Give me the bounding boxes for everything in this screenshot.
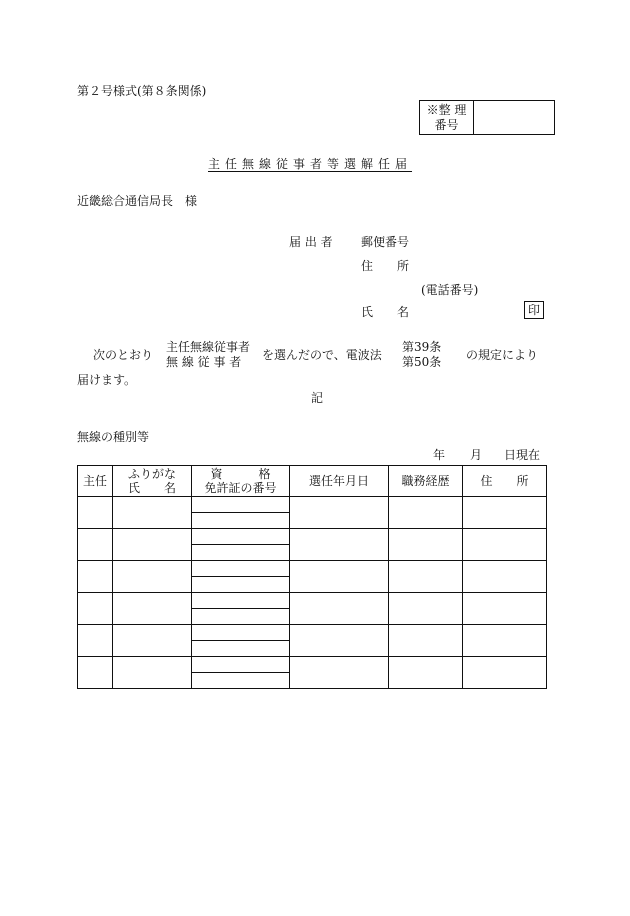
- qualification-cell[interactable]: [192, 497, 290, 513]
- name-cell[interactable]: [113, 561, 192, 593]
- address-cell[interactable]: [463, 561, 547, 593]
- operator-table: [77, 465, 547, 689]
- option-operator: 無 線 従 事 者: [166, 355, 242, 369]
- name-cell[interactable]: [113, 497, 192, 529]
- reference-number-field[interactable]: [474, 101, 554, 134]
- article-39: 第39条: [402, 340, 442, 354]
- option-chief-operator: 主任無線従事者: [166, 340, 251, 354]
- qualification-cell[interactable]: [192, 529, 290, 545]
- addressee: 近畿総合通信局長 様: [77, 194, 198, 208]
- career-cell[interactable]: [389, 593, 463, 625]
- address-cell[interactable]: [463, 657, 547, 689]
- chief-cell[interactable]: [78, 497, 113, 529]
- header-name: [113, 466, 192, 497]
- header-qualification-top: 資 格: [210, 467, 271, 481]
- reference-label-line2: 番号: [434, 118, 459, 132]
- appointment-date-cell[interactable]: [290, 529, 389, 561]
- name-cell[interactable]: [113, 529, 192, 561]
- career-cell[interactable]: [389, 529, 463, 561]
- qualification-cell[interactable]: [192, 657, 290, 673]
- ki-mark: 記: [311, 391, 324, 405]
- date-year: 年: [433, 448, 446, 462]
- header-career: 職務経歴: [389, 466, 463, 497]
- article-options: [402, 340, 441, 370]
- name-cell[interactable]: [113, 593, 192, 625]
- license-number-cell[interactable]: [192, 577, 290, 593]
- chief-cell[interactable]: [78, 625, 113, 657]
- career-cell[interactable]: [389, 497, 463, 529]
- form-title: 主任無線従事者等選解任届: [208, 157, 413, 171]
- section-label: 無線の種別等: [77, 430, 150, 444]
- license-number-cell[interactable]: [192, 609, 290, 625]
- name-label: 氏 名: [361, 305, 410, 319]
- address-cell[interactable]: [463, 529, 547, 561]
- license-number-cell[interactable]: [192, 513, 290, 529]
- header-license-number: 免許証の番号: [204, 481, 277, 495]
- header-chief: 主任: [78, 466, 113, 497]
- table-row: [78, 497, 547, 513]
- name-cell[interactable]: [113, 625, 192, 657]
- career-cell[interactable]: [389, 657, 463, 689]
- license-number-cell[interactable]: [192, 545, 290, 561]
- qualification-cell[interactable]: [192, 561, 290, 577]
- seal-mark: 印: [524, 301, 544, 319]
- postal-code-label: 郵便番号: [361, 235, 410, 249]
- license-number-cell[interactable]: [192, 673, 290, 689]
- article-50: 第50条: [402, 355, 442, 369]
- appointment-date-cell[interactable]: [290, 657, 389, 689]
- appointment-date-cell[interactable]: [290, 497, 389, 529]
- table-row: [78, 529, 547, 545]
- notifier-label: 届 出 者: [289, 235, 333, 249]
- appointment-date-cell[interactable]: [290, 593, 389, 625]
- date-month: 月: [470, 448, 483, 462]
- header-furigana: ふりがな: [127, 467, 176, 481]
- body-prefix: 次のとおり: [93, 348, 154, 362]
- qualification-cell[interactable]: [192, 625, 290, 641]
- chief-cell[interactable]: [78, 529, 113, 561]
- form-number: 第２号様式(第８条関係): [77, 84, 207, 98]
- header-appointment-date: 選任年月日: [290, 466, 389, 497]
- chief-cell[interactable]: [78, 561, 113, 593]
- reference-label-line1: ※整 理: [426, 103, 467, 117]
- chief-cell[interactable]: [78, 593, 113, 625]
- date-day: 日現在: [504, 448, 541, 462]
- career-cell[interactable]: [389, 561, 463, 593]
- address-cell[interactable]: [463, 497, 547, 529]
- table-row: [78, 561, 547, 577]
- address-label: 住 所: [361, 259, 410, 273]
- reference-number-label: [420, 101, 474, 134]
- appointee-type-options: [166, 340, 250, 370]
- address-cell[interactable]: [463, 593, 547, 625]
- header-address: 住 所: [463, 466, 547, 497]
- name-cell[interactable]: [113, 657, 192, 689]
- phone-label: (電話番号): [421, 283, 479, 297]
- header-name-text: 氏 名: [127, 481, 176, 495]
- reference-number-box: [419, 100, 555, 135]
- table-header-row: [78, 466, 547, 497]
- table-row: [78, 625, 547, 641]
- table-row: [78, 593, 547, 609]
- body-middle: を選んだので、電波法: [262, 348, 382, 362]
- appointment-date-cell[interactable]: [290, 561, 389, 593]
- chief-cell[interactable]: [78, 657, 113, 689]
- header-qualification: [192, 466, 290, 497]
- address-cell[interactable]: [463, 625, 547, 657]
- appointment-date-cell[interactable]: [290, 625, 389, 657]
- table-row: [78, 657, 547, 673]
- career-cell[interactable]: [389, 625, 463, 657]
- qualification-cell[interactable]: [192, 593, 290, 609]
- body-suffix: の規定により: [466, 348, 539, 362]
- license-number-cell[interactable]: [192, 641, 290, 657]
- body-line2: 届けます。: [77, 373, 137, 387]
